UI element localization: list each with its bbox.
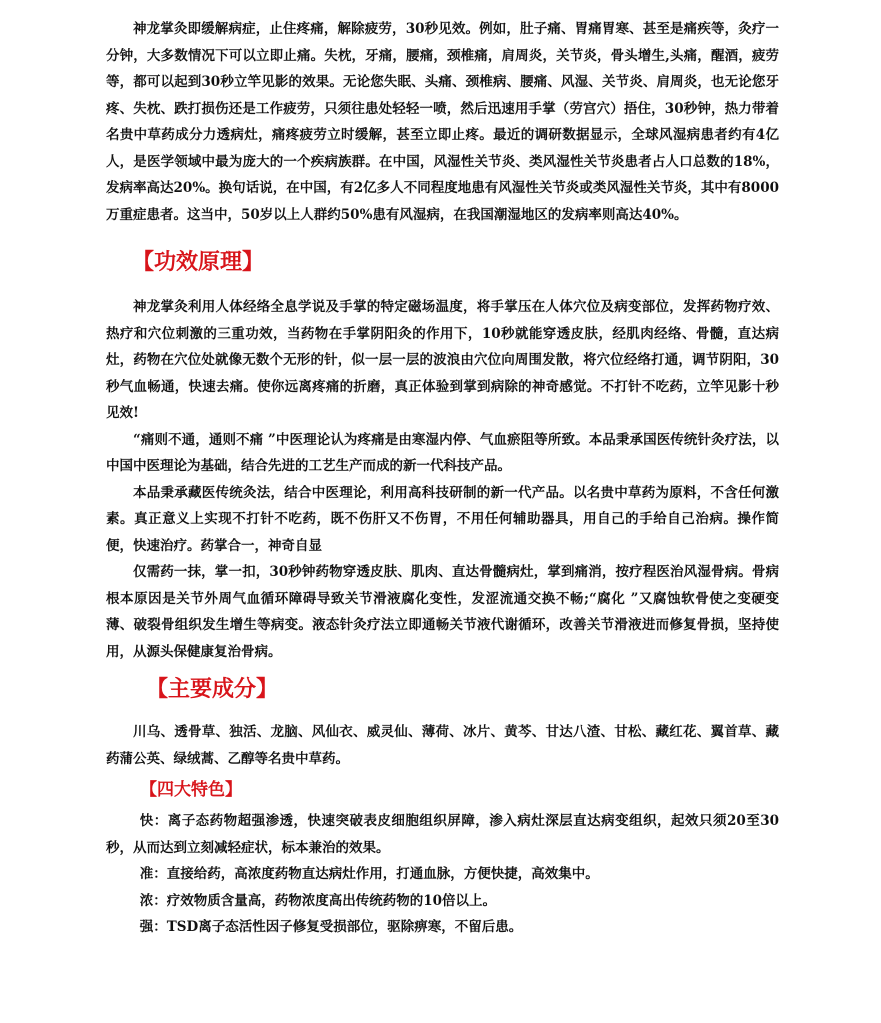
ingredients-paragraph: 川乌、透骨草、独活、龙脑、风仙衣、威灵仙、薄荷、冰片、黄芩、甘达八渣、甘松、藏红花、翼首草、藏药蒲公英、绿绒蒿、乙醇等名贵中草药。 [106, 724, 779, 767]
feature-item-concentrated: 浓：疗效物质含量高，药物浓度高出传统药物的10倍以上。 [139, 892, 497, 909]
feature-item-accurate: 准：直接给药，高浓度药物直达病灶作用，打通血脉，方便快捷，高效集中。 [139, 866, 599, 882]
section-heading-efficacy: 【功效原理】 [132, 250, 265, 275]
efficacy-paragraph-1: 神龙掌灸利用人体经络全息学说及手掌的特定磁场温度，将手掌压在人体穴位及病变部位，发挥药物疗效、热疗和穴位刺激的三重功效，当药物在手掌阴阳灸的作用下，10秒就能穿透皮肤，经肌肉经络、骨髓，直达病灶，药物在穴位处就像无数个无形的针，似一层一层的波浪由穴位向周围发散，将穴位经络打通，调节阴阳，30秒气血畅通，快速去痛。使你远离疼痛的折磨，真正体验到掌到病除的神奇感觉。不打针不吃药，立竿见影十秒见效! [106, 299, 779, 421]
efficacy-paragraph-2: “痛则不通，通则不痛 ”中医理论认为疼痛是由寒湿内停、气血瘀阻等所致。本品秉承国医传统针灸疗法，以中国中医理论为基础，结合先进的工艺生产而成的新一代科技产品。 [106, 431, 779, 474]
efficacy-paragraph-4: 仅需药一抹，掌一扣，30秒钟药物穿透皮肤、肌肉、直达骨髓病灶，掌到痛消，按疗程医治风湿骨病。骨病根本原因是关节外周气血循环障碍导致关节滑液腐化变性，发涩流通交换不畅;“腐化 ”又腐蚀软骨使之变硬变薄、破裂骨组织发生增生等病变。液态针灸疗法立即通畅关节液代谢循环，改善关节滑液进而修复骨损，坚持使用，从源头保健康复治骨病。 [106, 564, 779, 660]
intro-paragraph: 神龙掌灸即缓解病症，止住疼痛，解除疲劳，30秒见效。例如，肚子痛、胃痛胃寒、甚至是痛疾等，灸疗一分钟，大多数情况下可以立即止痛。失枕，牙痛，腰痛，颈椎痛，肩周炎，关节炎，骨头增生,头痛，醒酒，疲劳等，都可以起到30秒立竿见影的效果。无论您失眠、头痛、颈椎病、腰痛、风湿、关节炎、肩周炎，也无论您牙疼、失枕、跌打损伤还是工作疲劳，只须往患处轻轻一喷，然后迅速用手掌（劳宫穴）捂住，30秒钟，热力带着名贵中草药成分力透病灶，痛疼疲劳立时缓解，甚至立即止疼。最近的调研数据显示，全球风湿病患者约有4亿人，是医学领域中最为庞大的一个疾病族群。在中国，风湿性关节炎、类风湿性关节炎患者占人口总数的18%，发病率高达20%。换句话说，在中国，有2亿多人不同程度地患有风湿性关节炎或类风湿性关节炎，其中有8000万重症患者。这当中，50岁以上人群约50%患有风湿病，在我国潮湿地区的发病率则高达40%。 [106, 21, 779, 223]
section-heading-features: 【四大特色】 [140, 780, 242, 800]
feature-item-strong: 强：TSD离子态活性因子修复受损部位，驱除痹寒，不留后患。 [139, 919, 523, 935]
efficacy-paragraph-3: 本品秉承藏医传统灸法，结合中医理论，利用高科技研制的新一代产品。以名贵中草药为原料，不含任何激素。真正意义上实现不打针不吃药，既不伤肝又不伤胃，不用任何辅助器具，用自己的手给自己治病。操作简便，快速治疗。药掌合一，神奇自显 [106, 484, 779, 554]
section-heading-ingredients: 【主要成分】 [146, 677, 279, 702]
feature-item-fast: 快：离子态药物超强渗透，快速突破表皮细胞组织屏障，渗入病灶深层直达病变组织，起效只须20至30秒，从而达到立刻减轻症状，标本兼治的效果。 [106, 813, 779, 856]
features-list [106, 808, 779, 941]
